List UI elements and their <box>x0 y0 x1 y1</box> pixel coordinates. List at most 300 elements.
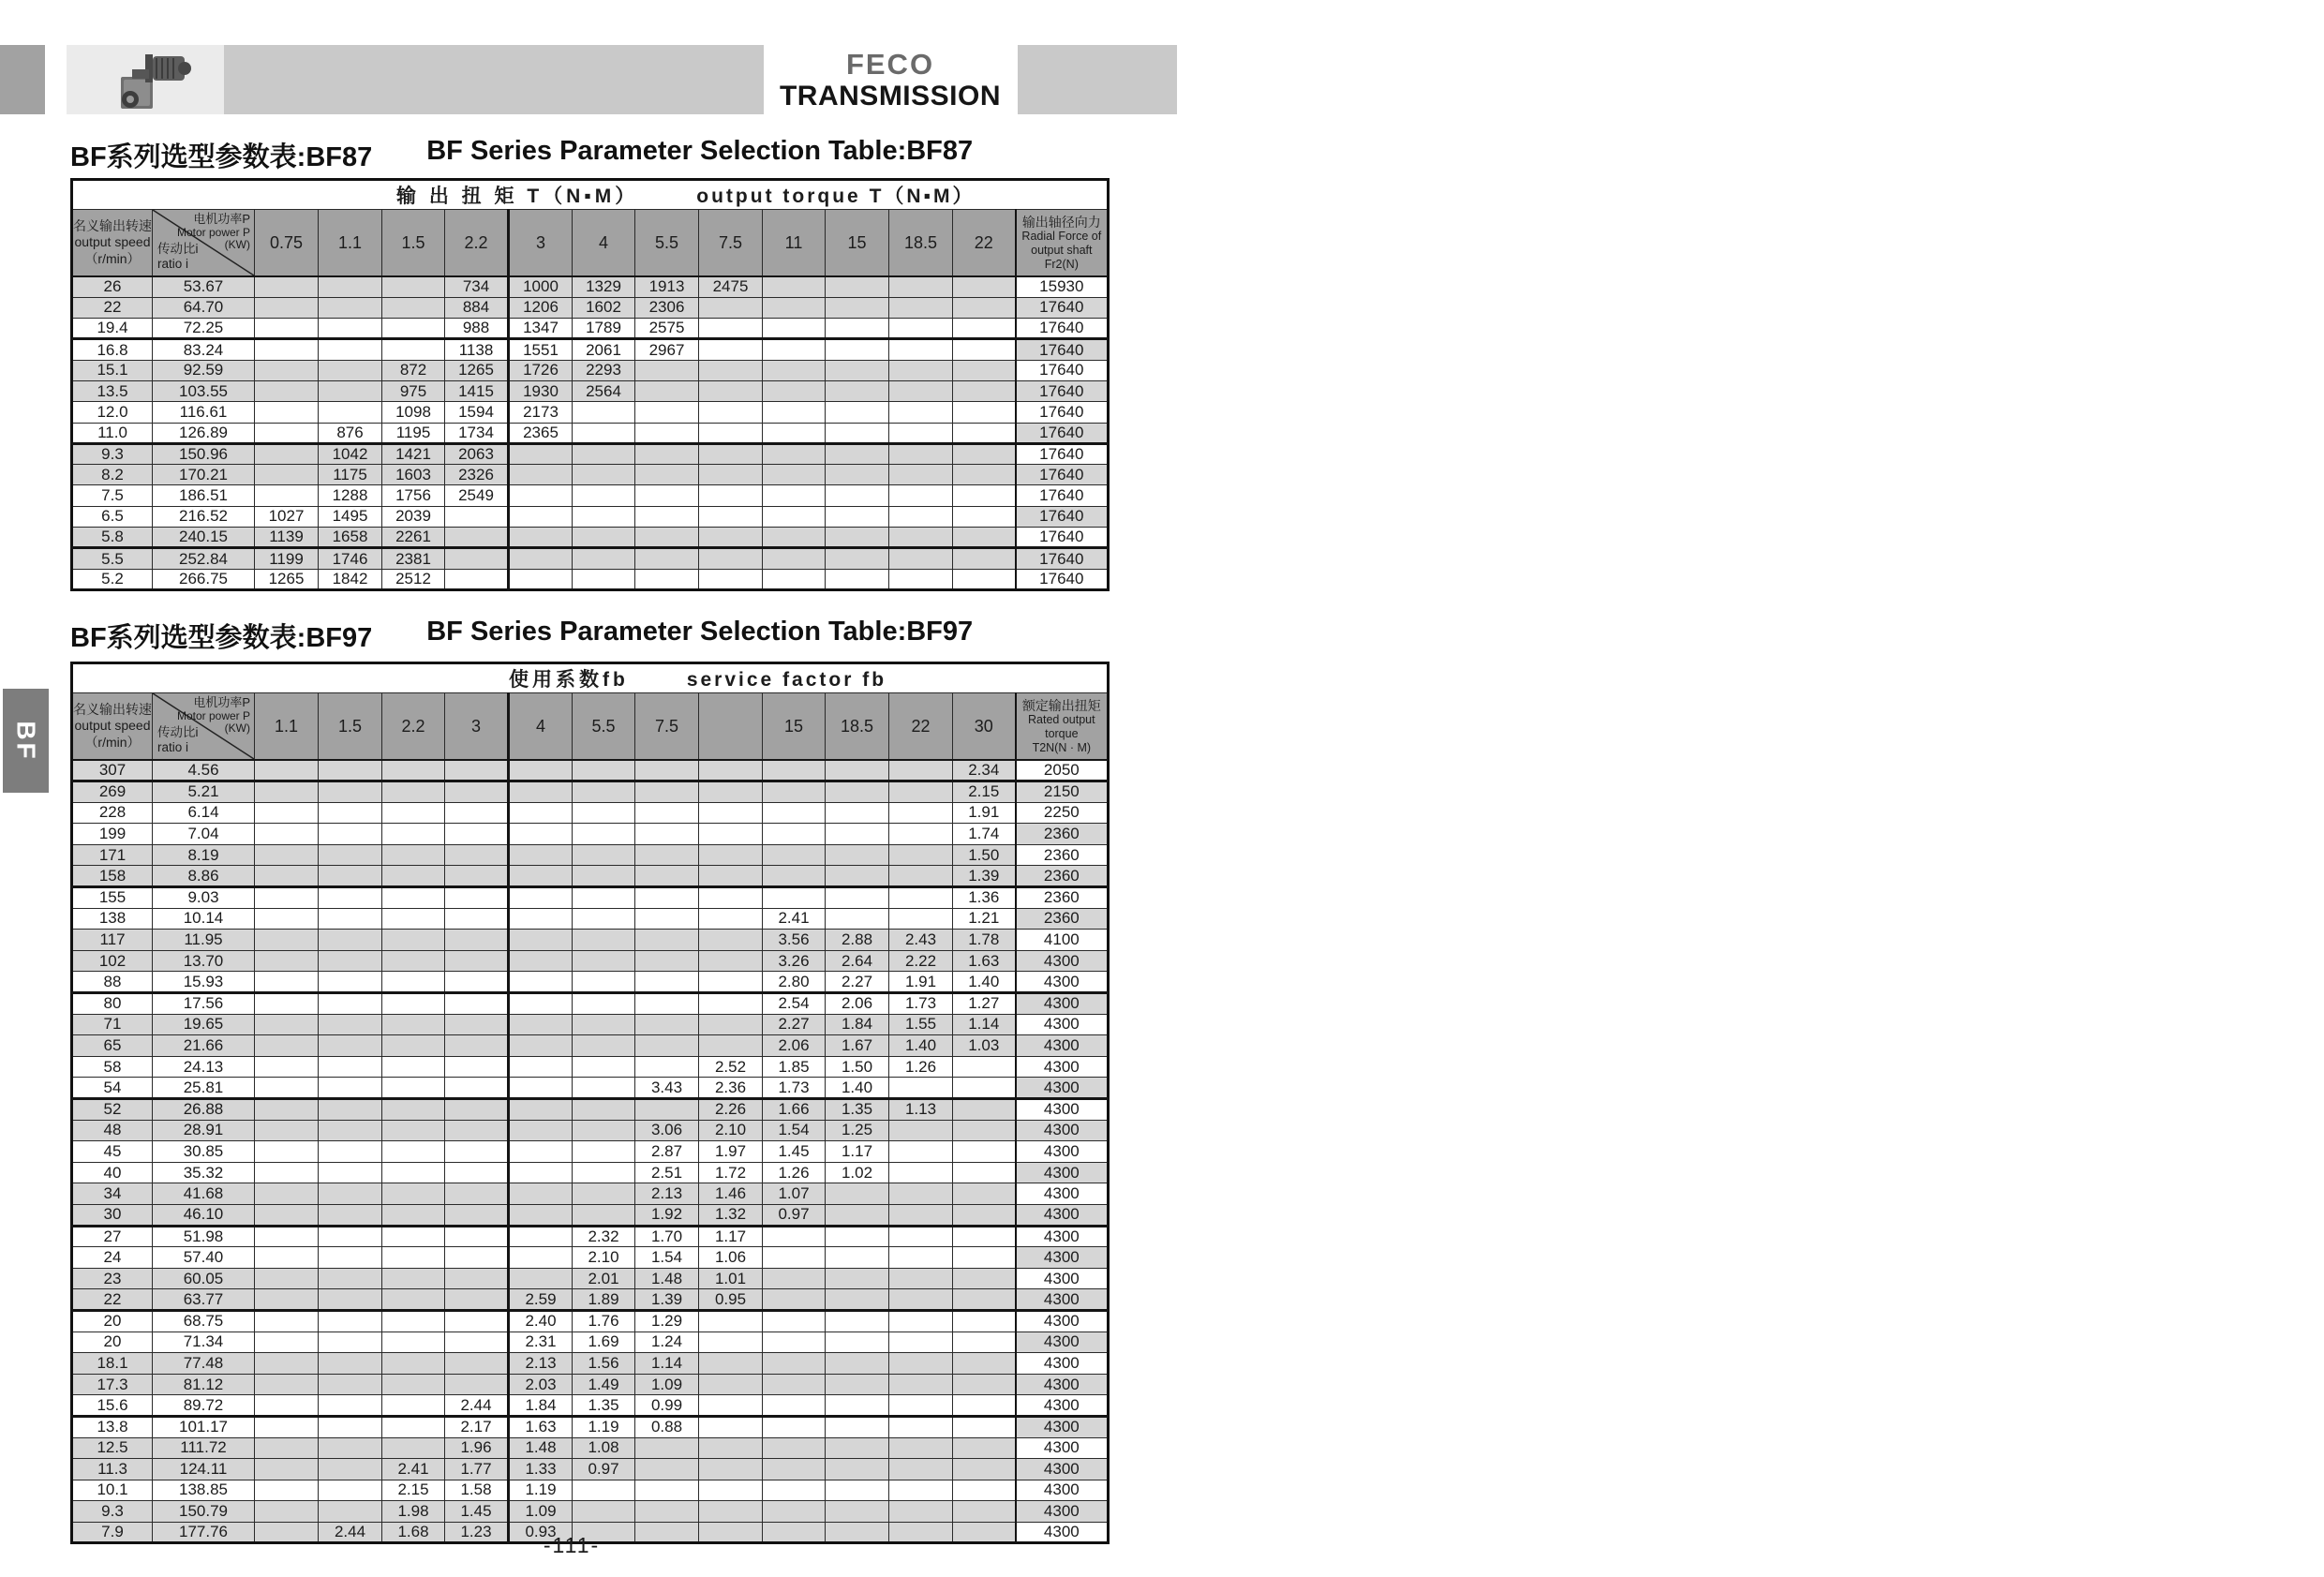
value-cell: 1.40 <box>953 972 1016 993</box>
band-title-en: output torque T（N▪M） <box>696 186 976 207</box>
motor-power-label: 电机功率P Motor power P (KW) <box>176 212 250 251</box>
last-col-header-line: Fr2(N) <box>1044 257 1079 271</box>
value-cell <box>699 465 763 485</box>
value-cell <box>635 760 699 781</box>
value-cell <box>573 548 635 569</box>
value-cell <box>573 993 635 1015</box>
table-row <box>72 1416 1109 1437</box>
ratio-cell: 9.03 <box>153 887 255 909</box>
value-cell <box>699 950 763 972</box>
value-cell <box>699 569 763 589</box>
value-cell <box>953 1310 1016 1332</box>
value-cell: 1206 <box>509 297 573 318</box>
value-cell <box>382 319 445 339</box>
value-cell <box>889 802 953 824</box>
value-cell <box>573 1035 635 1057</box>
ratio-cell: 35.32 <box>153 1162 255 1183</box>
value-cell <box>889 465 953 485</box>
radial-force-col-header <box>1016 210 1109 277</box>
value-cell <box>826 1353 889 1375</box>
table-row <box>72 1078 1109 1099</box>
value-cell <box>509 1268 573 1289</box>
value-cell <box>445 1204 509 1226</box>
value-cell <box>889 1459 953 1480</box>
value-cell <box>573 1162 635 1183</box>
value-cell <box>445 528 509 548</box>
value-cell <box>382 1183 445 1205</box>
value-cell: 1789 <box>573 319 635 339</box>
ratio-cell: 4.56 <box>153 760 255 781</box>
speed-header-line: output speed <box>74 234 151 250</box>
value-cell <box>826 1268 889 1289</box>
value-cell <box>382 1141 445 1163</box>
header-left-block <box>0 45 45 114</box>
rated-torque-cell: 4300 <box>1016 1353 1109 1375</box>
value-cell <box>699 548 763 569</box>
table-row <box>72 1204 1109 1226</box>
value-cell <box>763 1289 826 1311</box>
bf97-parameter-table <box>70 662 1110 1544</box>
power-col-header: 0.75 <box>255 210 319 277</box>
value-cell <box>635 802 699 824</box>
speed-cell: 20 <box>72 1310 153 1332</box>
value-cell <box>889 1480 953 1501</box>
value-cell <box>953 1078 1016 1099</box>
ratio-cell: 5.21 <box>153 781 255 803</box>
band-header-text <box>73 181 1107 209</box>
band-header-cell <box>72 663 1109 693</box>
value-cell <box>699 360 763 380</box>
side-tab-label: BF <box>11 720 41 762</box>
value-cell: 1138 <box>445 339 509 360</box>
value-cell: 1.91 <box>889 972 953 993</box>
value-cell <box>255 1056 319 1078</box>
rated-torque-cell: 2360 <box>1016 844 1109 866</box>
speed-cell: 6.5 <box>72 506 153 527</box>
value-cell <box>635 528 699 548</box>
value-cell: 1.24 <box>635 1332 699 1353</box>
rated-torque-cell: 4300 <box>1016 1014 1109 1035</box>
value-cell <box>699 380 763 401</box>
header-gray-band <box>145 45 764 114</box>
column-header-row <box>72 693 1109 761</box>
ratio-cell: 10.14 <box>153 908 255 930</box>
value-cell: 1.78 <box>953 930 1016 951</box>
ratio-cell: 81.12 <box>153 1374 255 1395</box>
value-cell <box>319 993 382 1015</box>
rated-torque-cell: 4300 <box>1016 972 1109 993</box>
speed-cell: 138 <box>72 908 153 930</box>
value-cell: 1415 <box>445 380 509 401</box>
value-cell: 1265 <box>255 569 319 589</box>
speed-cell: 30 <box>72 1204 153 1226</box>
table-row <box>72 423 1109 443</box>
ratio-cell: 77.48 <box>153 1353 255 1375</box>
speed-cell: 228 <box>72 802 153 824</box>
ratio-cell: 150.79 <box>153 1501 255 1523</box>
value-cell <box>699 1501 763 1523</box>
radial-force-cell: 17640 <box>1016 569 1109 589</box>
value-cell: 2.01 <box>573 1268 635 1289</box>
rated-torque-cell: 2050 <box>1016 760 1109 781</box>
rated-torque-cell: 4300 <box>1016 1437 1109 1459</box>
value-cell <box>382 1395 445 1417</box>
value-cell <box>382 1416 445 1437</box>
value-cell <box>255 465 319 485</box>
value-cell <box>889 1374 953 1395</box>
value-cell <box>889 1141 953 1163</box>
value-cell: 1.35 <box>573 1395 635 1417</box>
speed-cell: 34 <box>72 1183 153 1205</box>
value-cell <box>382 993 445 1015</box>
value-cell <box>699 1014 763 1035</box>
table-row <box>72 760 1109 781</box>
value-cell: 2261 <box>382 528 445 548</box>
value-cell: 1602 <box>573 297 635 318</box>
value-cell: 1.35 <box>826 1099 889 1121</box>
value-cell <box>953 1099 1016 1121</box>
value-cell: 1.84 <box>826 1014 889 1035</box>
value-cell: 1.09 <box>635 1374 699 1395</box>
value-cell: 1.40 <box>889 1035 953 1057</box>
value-cell <box>763 1247 826 1269</box>
power-col-header: 15 <box>826 210 889 277</box>
value-cell <box>255 1247 319 1269</box>
value-cell <box>699 1310 763 1332</box>
bf87-title-cn: BF系列选型参数表:BF87 <box>70 142 373 172</box>
power-col-header: 3 <box>445 693 509 761</box>
value-cell <box>826 423 889 443</box>
value-cell: 1.01 <box>699 1268 763 1289</box>
value-cell <box>319 887 382 909</box>
value-cell <box>382 760 445 781</box>
value-cell <box>826 824 889 845</box>
value-cell <box>382 1353 445 1375</box>
value-cell: 1027 <box>255 506 319 527</box>
value-cell <box>509 802 573 824</box>
value-cell <box>763 887 826 909</box>
value-cell <box>826 1247 889 1269</box>
value-cell <box>255 1437 319 1459</box>
value-cell: 2.32 <box>573 1226 635 1247</box>
speed-header-line: （r/min） <box>84 734 141 750</box>
speed-column-header <box>72 210 153 277</box>
value-cell <box>255 443 319 464</box>
rated-torque-cell: 4300 <box>1016 1162 1109 1183</box>
value-cell <box>255 1374 319 1395</box>
value-cell <box>319 1035 382 1057</box>
value-cell <box>573 972 635 993</box>
value-cell <box>445 844 509 866</box>
value-cell: 2.43 <box>889 930 953 951</box>
value-cell <box>509 844 573 866</box>
value-cell: 1.76 <box>573 1310 635 1332</box>
ratio-cell: 6.14 <box>153 802 255 824</box>
power-col-header: 15 <box>763 693 826 761</box>
value-cell <box>382 1120 445 1141</box>
ratio-label: 传动比i ratio i <box>157 725 199 755</box>
value-cell: 1.55 <box>889 1014 953 1035</box>
value-cell <box>573 908 635 930</box>
value-cell <box>635 950 699 972</box>
table-row <box>72 380 1109 401</box>
speed-cell: 12.5 <box>72 1437 153 1459</box>
value-cell <box>509 824 573 845</box>
value-cell: 1.25 <box>826 1120 889 1141</box>
speed-cell: 7.5 <box>72 485 153 506</box>
value-cell <box>889 1268 953 1289</box>
band-title-cn: 输 出 扭 矩 T（N▪M） <box>396 186 639 207</box>
table-row <box>72 1268 1109 1289</box>
value-cell <box>826 866 889 887</box>
table-row <box>72 1480 1109 1501</box>
value-cell: 3.56 <box>763 930 826 951</box>
value-cell <box>319 844 382 866</box>
value-cell <box>699 1395 763 1417</box>
value-cell <box>255 1395 319 1417</box>
value-cell <box>255 1268 319 1289</box>
value-cell: 1.77 <box>445 1459 509 1480</box>
value-cell <box>763 360 826 380</box>
radial-force-cell: 17640 <box>1016 319 1109 339</box>
value-cell: 1098 <box>382 402 445 423</box>
speed-cell: 80 <box>72 993 153 1015</box>
rated-torque-cell: 4300 <box>1016 1459 1109 1480</box>
table-row <box>72 1395 1109 1417</box>
value-cell <box>889 1353 953 1375</box>
value-cell <box>573 443 635 464</box>
value-cell <box>382 1014 445 1035</box>
value-cell <box>953 1480 1016 1501</box>
ratio-cell: 24.13 <box>153 1056 255 1078</box>
value-cell <box>889 1332 953 1353</box>
value-cell: 1.73 <box>889 993 953 1015</box>
value-cell <box>319 1480 382 1501</box>
value-cell: 1.02 <box>826 1162 889 1183</box>
ratio-cell: 53.67 <box>153 276 255 297</box>
value-cell <box>635 844 699 866</box>
side-tab-bf <box>3 689 49 793</box>
value-cell: 1.21 <box>953 908 1016 930</box>
value-cell <box>763 506 826 527</box>
speed-cell: 58 <box>72 1056 153 1078</box>
power-col-header: 22 <box>953 210 1016 277</box>
value-cell <box>445 1035 509 1057</box>
value-cell: 2306 <box>635 297 699 318</box>
value-cell <box>255 1226 319 1247</box>
value-cell <box>635 1014 699 1035</box>
value-cell <box>445 781 509 803</box>
value-cell <box>445 1353 509 1375</box>
value-cell <box>509 1226 573 1247</box>
value-cell: 0.97 <box>763 1204 826 1226</box>
power-col-header: 18.5 <box>826 693 889 761</box>
value-cell: 3.43 <box>635 1078 699 1099</box>
value-cell <box>319 1395 382 1417</box>
table-row <box>72 443 1109 464</box>
value-cell: 1139 <box>255 528 319 548</box>
ratio-cell: 11.95 <box>153 930 255 951</box>
power-col-header: 2.2 <box>445 210 509 277</box>
value-cell <box>635 569 699 589</box>
value-cell <box>573 1501 635 1523</box>
value-cell <box>826 908 889 930</box>
value-cell <box>889 1226 953 1247</box>
value-cell: 1.07 <box>763 1183 826 1205</box>
value-cell: 1.29 <box>635 1310 699 1332</box>
value-cell <box>255 844 319 866</box>
last-col-header-line: Rated output <box>1028 713 1095 727</box>
value-cell <box>255 1099 319 1121</box>
ratio-cell: 30.85 <box>153 1141 255 1163</box>
value-cell <box>255 1162 319 1183</box>
value-cell: 2.15 <box>953 781 1016 803</box>
rated-torque-cell: 4300 <box>1016 1522 1109 1543</box>
value-cell <box>889 360 953 380</box>
speed-column-header <box>72 693 153 761</box>
value-cell <box>763 548 826 569</box>
value-cell <box>573 824 635 845</box>
value-cell <box>445 1014 509 1035</box>
value-cell <box>889 1437 953 1459</box>
last-col-header-line: torque <box>1045 726 1079 740</box>
value-cell <box>953 1353 1016 1375</box>
value-cell <box>953 1332 1016 1353</box>
table-row <box>72 319 1109 339</box>
value-cell <box>763 781 826 803</box>
value-cell <box>255 276 319 297</box>
value-cell <box>953 1459 1016 1480</box>
value-cell <box>445 1162 509 1183</box>
value-cell: 1.45 <box>763 1141 826 1163</box>
power-col-header: 7.5 <box>699 210 763 277</box>
value-cell <box>573 423 635 443</box>
page-number: -111- <box>543 1533 601 1557</box>
value-cell <box>635 866 699 887</box>
value-cell <box>889 1416 953 1437</box>
value-cell <box>573 866 635 887</box>
ratio-cell: 17.56 <box>153 993 255 1015</box>
value-cell: 1.49 <box>573 1374 635 1395</box>
ratio-cell: 150.96 <box>153 443 255 464</box>
value-cell <box>255 1120 319 1141</box>
radial-force-cell: 17640 <box>1016 423 1109 443</box>
value-cell <box>255 866 319 887</box>
value-cell: 2.52 <box>699 1056 763 1078</box>
value-cell <box>573 930 635 951</box>
value-cell <box>509 506 573 527</box>
ratio-cell: 177.76 <box>153 1522 255 1543</box>
value-cell <box>635 993 699 1015</box>
value-cell: 1551 <box>509 339 573 360</box>
value-cell <box>382 276 445 297</box>
table-row <box>72 402 1109 423</box>
value-cell: 2.15 <box>382 1480 445 1501</box>
value-cell: 2.17 <box>445 1416 509 1437</box>
value-cell: 1594 <box>445 402 509 423</box>
rated-torque-cell: 4300 <box>1016 1056 1109 1078</box>
value-cell <box>699 887 763 909</box>
value-cell <box>826 1416 889 1437</box>
value-cell <box>509 866 573 887</box>
value-cell: 1842 <box>319 569 382 589</box>
rated-torque-cell: 2360 <box>1016 908 1109 930</box>
value-cell <box>826 276 889 297</box>
value-cell: 1.03 <box>953 1035 1016 1057</box>
value-cell <box>763 802 826 824</box>
value-cell <box>699 485 763 506</box>
power-col-header: 1.1 <box>255 693 319 761</box>
value-cell <box>889 1204 953 1226</box>
value-cell <box>319 1332 382 1353</box>
speed-cell: 13.8 <box>72 1416 153 1437</box>
ratio-cell: 7.04 <box>153 824 255 845</box>
value-cell <box>889 1247 953 1269</box>
value-cell: 2.88 <box>826 930 889 951</box>
radial-force-cell: 17640 <box>1016 380 1109 401</box>
value-cell <box>382 1056 445 1078</box>
ratio-cell: 28.91 <box>153 1120 255 1141</box>
speed-cell: 9.3 <box>72 1501 153 1523</box>
value-cell <box>826 465 889 485</box>
speed-cell: 307 <box>72 760 153 781</box>
value-cell <box>445 760 509 781</box>
value-cell: 1042 <box>319 443 382 464</box>
value-cell <box>699 1459 763 1480</box>
value-cell: 1746 <box>319 548 382 569</box>
last-col-header-line: 输出轴径向力 <box>1021 214 1101 230</box>
table-row <box>72 1035 1109 1057</box>
value-cell <box>382 1247 445 1269</box>
rated-torque-cell: 4300 <box>1016 1310 1109 1332</box>
bf97-title-en: BF Series Parameter Selection Table:BF97 <box>426 617 974 647</box>
value-cell <box>889 548 953 569</box>
speed-cell: 13.5 <box>72 380 153 401</box>
ratio-cell: 83.24 <box>153 339 255 360</box>
value-cell <box>319 1268 382 1289</box>
value-cell <box>573 506 635 527</box>
table-row <box>72 1501 1109 1523</box>
value-cell <box>382 339 445 360</box>
value-cell <box>953 1141 1016 1163</box>
value-cell <box>889 319 953 339</box>
value-cell <box>826 1226 889 1247</box>
gearmotor-photo <box>67 45 224 114</box>
speed-cell: 117 <box>72 930 153 951</box>
speed-cell: 158 <box>72 866 153 887</box>
table-row <box>72 528 1109 548</box>
ratio-cell: 101.17 <box>153 1416 255 1437</box>
value-cell <box>763 1501 826 1523</box>
last-col-header-line: T2N(N · M) <box>1032 740 1092 754</box>
value-cell: 1.06 <box>699 1247 763 1269</box>
rated-torque-cell: 4300 <box>1016 1247 1109 1269</box>
table-row <box>72 1459 1109 1480</box>
value-cell <box>255 1141 319 1163</box>
speed-cell: 10.1 <box>72 1480 153 1501</box>
value-cell <box>763 844 826 866</box>
value-cell <box>573 1014 635 1035</box>
value-cell <box>826 1480 889 1501</box>
value-cell: 1.45 <box>445 1501 509 1523</box>
value-cell <box>573 781 635 803</box>
value-cell <box>573 1099 635 1121</box>
value-cell <box>763 339 826 360</box>
table-row <box>72 276 1109 297</box>
rated-torque-cell: 4300 <box>1016 1332 1109 1353</box>
value-cell <box>826 506 889 527</box>
value-cell <box>319 760 382 781</box>
